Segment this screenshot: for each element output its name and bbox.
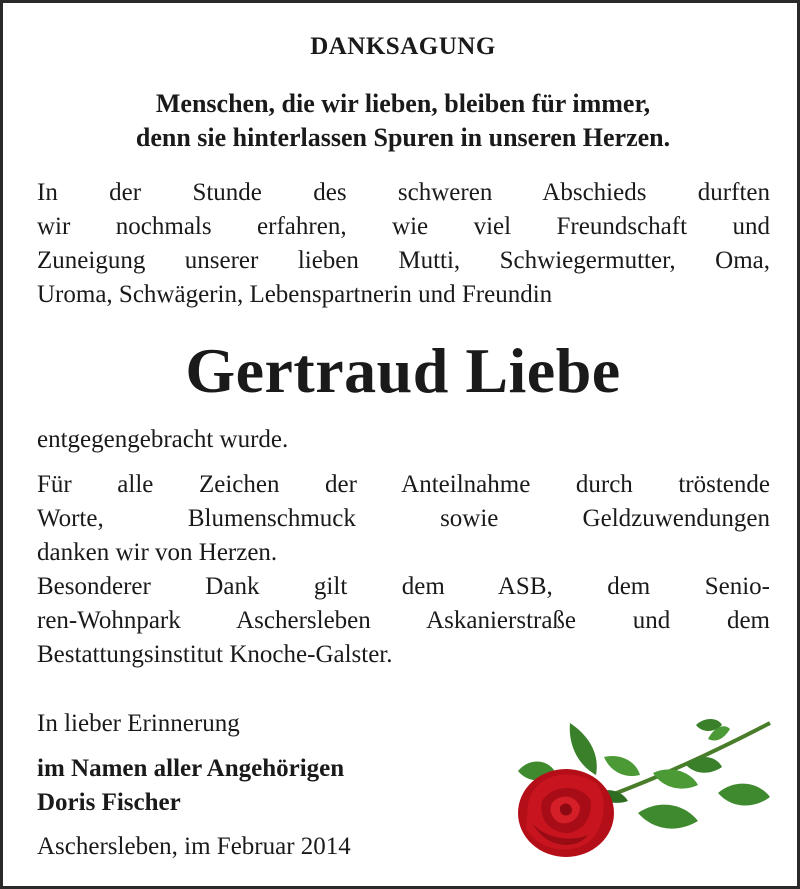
special-thanks-line: Bestattungsinstitut Knoche-Galster.	[37, 641, 393, 668]
after-name-paragraph	[37, 423, 770, 457]
heading: DANKSAGUNG	[310, 33, 496, 60]
motto-line: Menschen, die wir lieben, bleiben für immer,	[155, 89, 651, 118]
motto	[3, 87, 800, 155]
intro-line: Uroma, Schwägerin, Lebenspartnerin und Freundin	[37, 281, 553, 308]
signer-name: Doris Fischer	[37, 789, 181, 816]
rose-icon	[508, 713, 783, 868]
thanks-line: Für alle Zeichen der Anteilnahme durch tröstende	[37, 471, 770, 498]
intro-line: In der Stunde des schweren Abschieds durften	[37, 179, 770, 206]
intro-line: Zuneigung unserer lieben Mutti, Schwiegermutter, Oma,	[37, 247, 770, 274]
special-thanks-line: ren-Wohnpark Aschersleben Askanierstraße und dem	[37, 607, 770, 634]
after-name-line: entgegengebracht wurde.	[37, 426, 289, 453]
intro-paragraph	[37, 176, 770, 312]
thanks-paragraph	[37, 468, 770, 570]
thanks-line: Worte, Blumenschmuck sowie Geldzuwendungen	[37, 505, 770, 532]
thanks-line: danken wir von Herzen.	[37, 539, 278, 566]
intro-line: wir nochmals erfahren, wie viel Freundschaft und	[37, 213, 770, 240]
motto-line: denn sie hinterlassen Spuren in unseren Herzen.	[135, 123, 671, 152]
place-date: Aschersleben, im Februar 2014	[37, 833, 351, 860]
on-behalf-text: im Namen aller Angehörigen	[37, 755, 345, 782]
deceased-name: Gertraud Liebe	[185, 335, 621, 406]
special-thanks-line: Besonderer Dank gilt dem ASB, dem Senio-	[37, 573, 770, 600]
special-thanks-paragraph	[37, 570, 770, 672]
remembrance-text: In lieber Erinnerung	[37, 710, 240, 737]
